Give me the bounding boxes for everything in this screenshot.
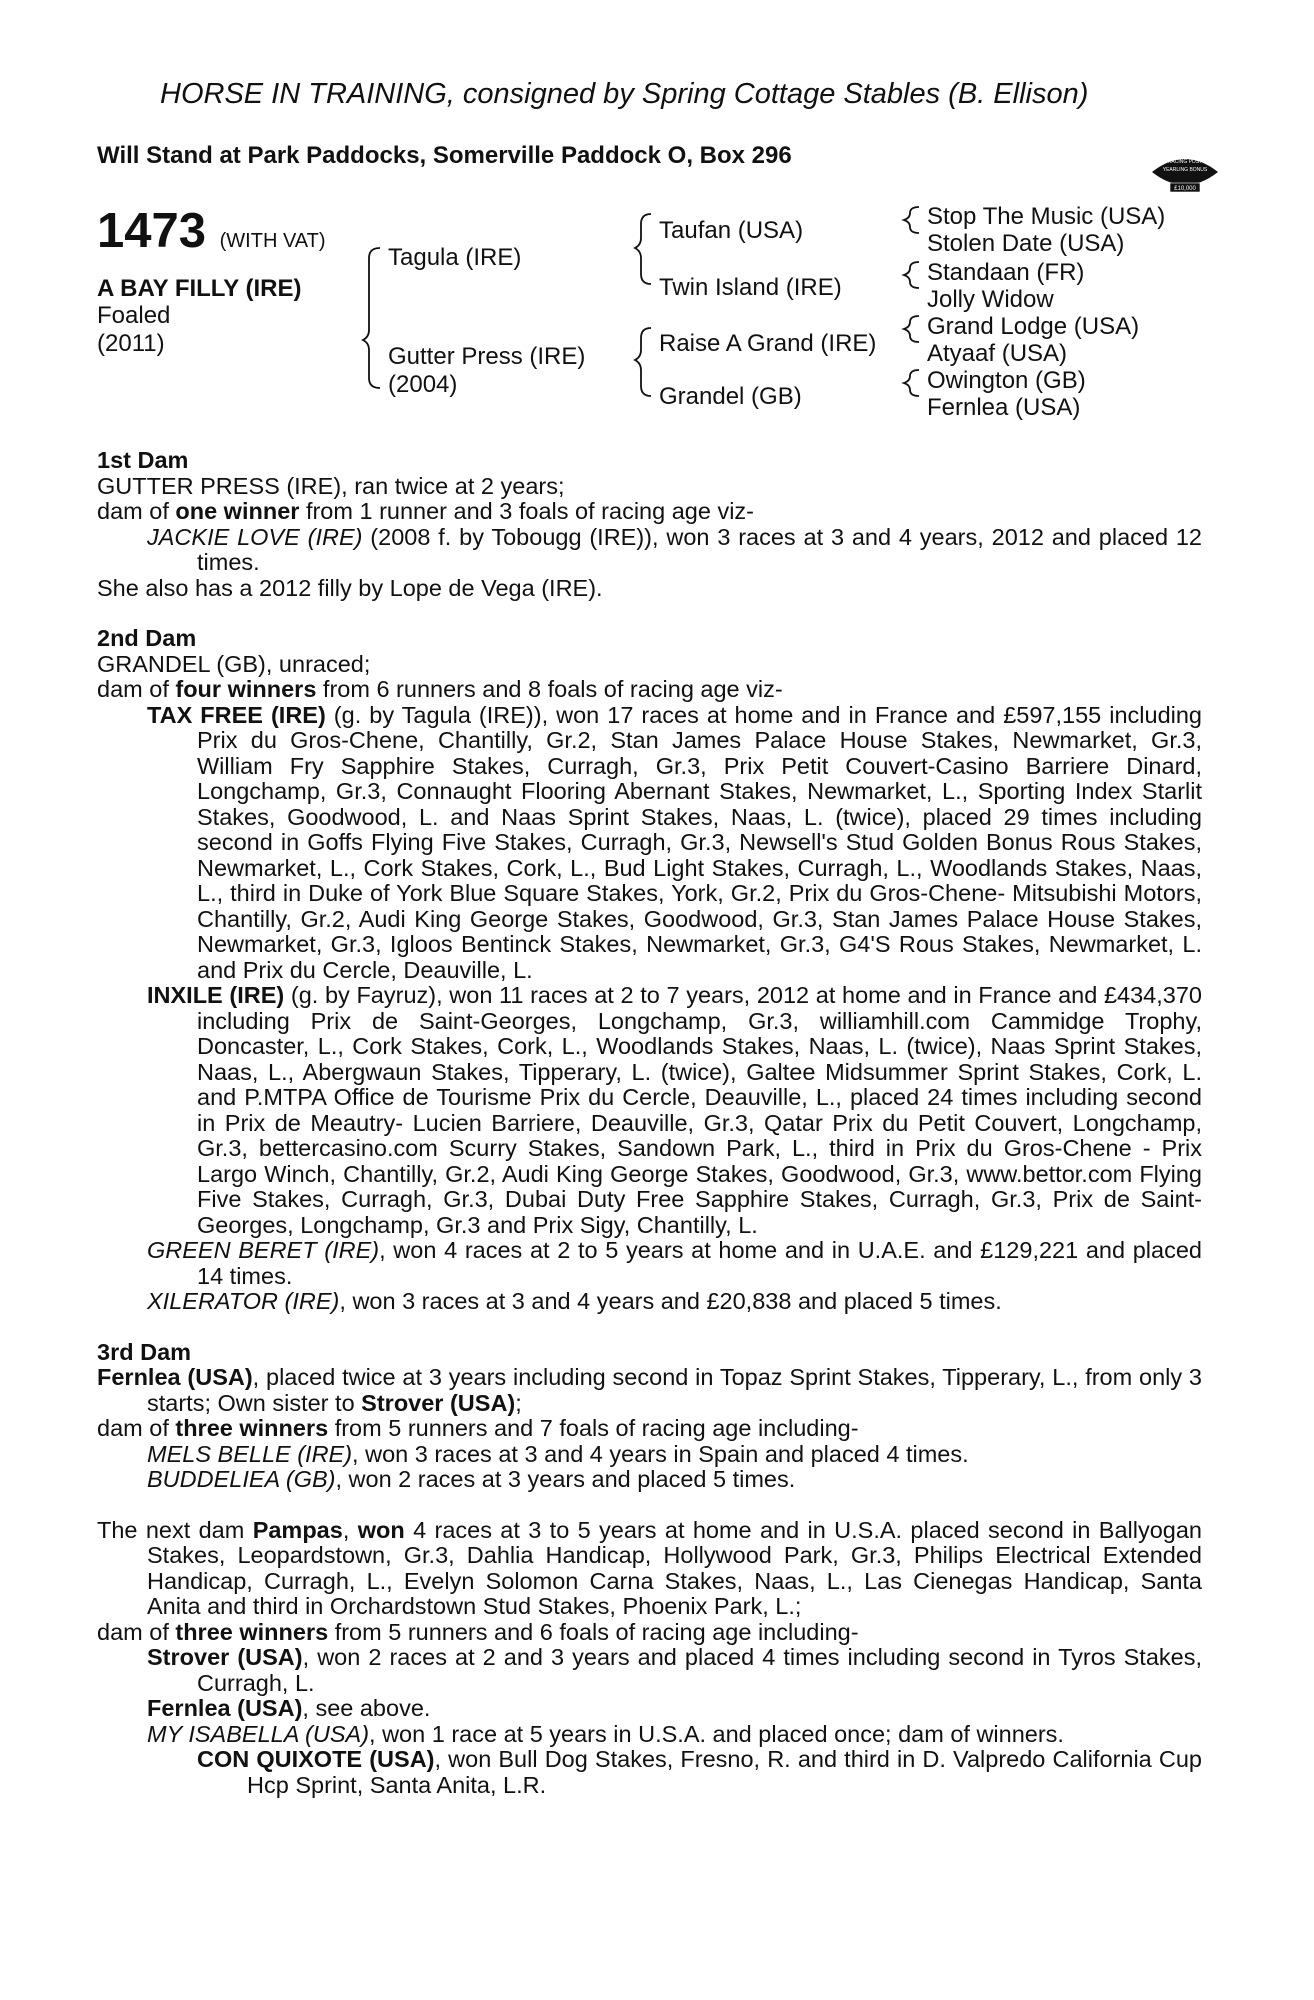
sd-dam: Jolly Widow (927, 286, 1054, 313)
dam: Gutter Press (IRE) (388, 343, 586, 370)
foaled-label: Foaled (97, 302, 171, 329)
produce-inxile: INXILE (IRE) (g. by Fayruz), won 11 races at 2 to 7 years, 2012 at home and in France and £434,370 including Prix de Saint-Georges, Longchamp, Gr.3, williamhill.com Cammidge Trophy, Doncaster, L., Cork Stakes, Cork, L., Woodlands Stakes, Naas, L. (twice), Naas Sprint Stakes, Naas, L., Abergwaun Stakes, Tipperary, L. (twice), Galtee Midsummer Sprint Stakes, Cork, L. and P.MTPA Office de Tourisme Prix du Cercle, Deauville, L., placed 24 times including second in Prix de Meautry- Lucien Barriere, Deauville, Gr.3, Qatar Prix du Petit Couvert, Longchamp, Gr.3, bettercasino.com Scurry Stakes, Sandown Park, L., third in Prix du Gros-Chene - Prix Largo Winch, Chantilly, Gr.2, Audi King George Stakes, Goodwood, Gr.3, www.bettor.com Flying Five Stakes, Curragh, Gr.3, Dubai Duty Free Sapphire Stakes, Curragh, Gr.3, Prix de Saint-Georges, Longchamp, Gr.3 and Prix Sigy, Chantilly, L. (147, 982, 1202, 1238)
produce-green-beret: GREEN BERET (IRE), won 4 races at 2 to 5 years at home and in U.A.E. and £129,221 and placed 14 times. (147, 1237, 1202, 1289)
bracket-col3-2 (904, 262, 919, 288)
bracket-col3-4 (904, 370, 919, 396)
bracket-col3-3 (904, 316, 919, 342)
dam-sire: Raise A Grand (IRE) (659, 330, 877, 357)
bracket-col1 (363, 248, 380, 388)
dam-dam: Grandel (GB) (659, 383, 802, 410)
first-dam-line: GUTTER PRESS (IRE), ran twice at 2 years; (97, 472, 565, 499)
next-dam-pampas: The next dam Pampas, won 4 races at 3 to 5 years at home and in U.S.A. placed second in Ballyogan Stakes, Leopardstown, Gr.3, Dahlia Handicap, Hollywood Park, Gr.3, Philips Electrical Extended Handicap, Curragh, L., Evelyn Solomon Carna Stakes, Naas, L., Las Cienegas Handicap, Santa Anita and third in Orchardstown Stud Stakes, Phoenix Park, L.; (97, 1516, 1203, 1619)
produce-fernlea: Fernlea (USA), see above. (147, 1695, 431, 1721)
third-dam-fernlea: Fernlea (USA), placed twice at 3 years including second in Topaz Sprint Stakes, Tipperary, L., from only 3 starts; Own sister to Strover (USA); (97, 1364, 1202, 1416)
produce-mels-belle: MELS BELLE (IRE), won 3 races at 3 and 4 years in Spain and placed 4 times. (147, 1440, 969, 1467)
sire-sire: Taufan (USA) (659, 217, 804, 244)
sale-header: HORSE IN TRAINING, consigned by Spring Cottage Stables (B. Ellison) (160, 78, 1089, 110)
foaled-year: (2011) (97, 330, 165, 357)
stand-location: Will Stand at Park Paddocks, Somerville Paddock O, Box 296 (97, 142, 792, 169)
second-dam-heading: 2nd Dam (97, 625, 197, 651)
sire: Tagula (IRE) (388, 244, 522, 271)
bracket-col2-dam (635, 328, 651, 396)
produce-jackie-love: JACKIE LOVE (IRE) (2008 f. by Tobougg (IRE)), won 3 races at 3 and 4 years, 2012 and placed 12 times. (147, 523, 1203, 575)
sd-sire: Standaan (FR) (927, 259, 1085, 286)
sire-dam: Twin Island (IRE) (659, 274, 842, 301)
badge-mid-text: YEARLING BONUS (1162, 167, 1208, 173)
ds-dam: Atyaaf (USA) (927, 340, 1068, 367)
produce-buddeliea: BUDDELIEA (GB), won 2 races at 3 years and placed 5 times. (147, 1466, 796, 1492)
catalogue-body (97, 448, 1202, 1798)
next-dam-produce: dam of three winners from 5 runners and 6 foals of racing age including- (97, 1618, 859, 1645)
bracket-col3-1 (904, 207, 919, 233)
dam-year: (2004) (388, 371, 458, 398)
dd-dam: Fernlea (USA) (927, 394, 1081, 421)
badge-top-text: RACING POST (1167, 159, 1203, 165)
first-dam-heading: 1st Dam (97, 447, 189, 473)
ss-sire: Stop The Music (USA) (927, 203, 1166, 230)
horse-description: A BAY FILLY (IRE) (97, 275, 302, 302)
lot-number-value: 1473 (97, 204, 207, 258)
third-dam-produce: dam of three winners from 5 runners and 7 foals of racing age including- (97, 1415, 859, 1441)
dd-sire: Owington (GB) (927, 367, 1086, 394)
badge-amount-text: £10,000 (1174, 186, 1196, 192)
first-dam-produce: dam of one winner from 1 runner and 3 foals of racing age viz- (97, 498, 754, 524)
vat-label: (WITH VAT) (219, 230, 326, 252)
second-dam-produce: dam of four winners from 6 runners and 8 foals of racing age viz- (97, 676, 783, 702)
first-dam-note: She also has a 2012 filly by Lope de Vega (IRE). (97, 574, 603, 601)
produce-strover: Strover (USA), won 2 races at 2 and 3 years and placed 4 times including second in Tyros Stakes, Curragh, L. (147, 1644, 1202, 1696)
produce-tax-free: TAX FREE (IRE) (g. by Tagula (IRE)), won 17 races at home and in France and £597,155 including Prix du Gros-Chene, Chantilly, Gr.2, Stan James Palace House Stakes, Newmarket, Gr.3, William Fry Sapphire Stakes, Curragh, Gr.3, Prix Petit Couvert-Casino Barriere Dinard, Longchamp, Gr.3, Connaught Flooring Abernant Stakes, Newmarket, L., Sporting Index Starlit Stakes, Goodwood, L. and Naas Sprint Stakes, Naas, L. (twice), placed 29 times including second in Goffs Flying Five Stakes, Curragh, Gr.3, Newsell's Stud Golden Bonus Rous Stakes, Newmarket, L., Cork Stakes, Cork, L., Bud Light Stakes, Curragh, L., Woodlands Stakes, Naas, L., third in Duke of York Blue Square Stakes, York, Gr.2, Prix du Gros-Chene- Mitsubishi Motors, Chantilly, Gr.2, Audi King George Stakes, Goodwood, Gr.3, Stan James Palace House Stakes, Newmarket, Gr.3, Igloos Bentinck Stakes, Newmarket, Gr.3, G4'S Rous Stakes, Newmarket, L. and Prix du Cercle, Deauville, L. (147, 701, 1202, 983)
ds-sire: Grand Lodge (USA) (927, 313, 1140, 340)
second-dam-line: GRANDEL (GB), unraced; (97, 650, 371, 677)
ss-dam: Stolen Date (USA) (927, 230, 1125, 257)
third-dam-heading: 3rd Dam (97, 1338, 192, 1365)
bracket-col2-sire (635, 214, 651, 284)
produce-my-isabella: MY ISABELLA (USA), won 1 race at 5 years in U.S.A. and placed once; dam of winners. (147, 1720, 1064, 1747)
produce-xilerator: XILERATOR (IRE), won 3 races at 3 and 4 years and £20,838 and placed 5 times. (147, 1288, 1002, 1314)
produce-con-quixote: CON QUIXOTE (USA), won Bull Dog Stakes, Fresno, R. and third in D. Valpredo California Cup Hcp Sprint, Santa Anita, L.R. (197, 1746, 1202, 1798)
